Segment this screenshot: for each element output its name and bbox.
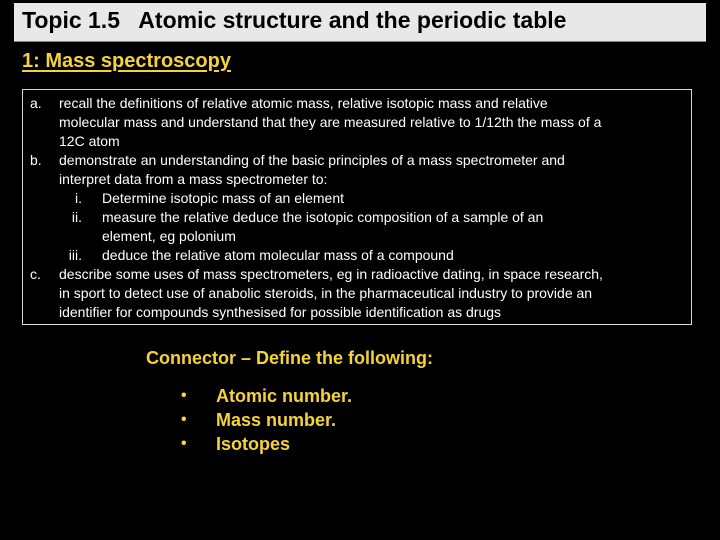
objective-c-line-3: identifier for compounds synthesised for possible identification as drugs — [59, 304, 502, 320]
objective-b-line-1: demonstrate an understanding of the basic principles of a mass spectrometer and — [59, 152, 565, 168]
connector-item-atomic-number: Atomic number. — [216, 386, 353, 406]
subitem-i-marker: i. — [75, 190, 82, 206]
subitem-iii-line-1: deduce the relative atom molecular mass of a compound — [102, 247, 454, 263]
objective-a-line-3: 12C atom — [59, 133, 120, 149]
objective-c-line-2: in sport to detect use of anabolic steroids, in the pharmaceutical industry to provide an — [59, 285, 593, 301]
objective-a-line-1: recall the definitions of relative atomic mass, relative isotopic mass and relative — [59, 95, 548, 111]
subitem-i-line-1: Determine isotopic mass of an element — [102, 190, 344, 206]
subitem-ii-marker: ii. — [71, 209, 82, 225]
slide-subtitle: 1: Mass spectroscopy — [22, 50, 231, 72]
bullet-icon: • — [181, 435, 187, 452]
objective-b-line-2: interpret data from a mass spectrometer to: — [59, 171, 328, 187]
objective-b-marker: b. — [30, 152, 42, 168]
bullet-icon: • — [181, 411, 187, 428]
objective-a-marker: a. — [30, 95, 42, 111]
subitem-iii-marker: iii. — [68, 247, 82, 263]
objective-c-line-1: describe some uses of mass spectrometers, eg in radioactive dating, in space research, — [59, 266, 603, 282]
subitem-ii-line-2: element, eg polonium — [102, 228, 236, 244]
connector-item-mass-number: Mass number. — [216, 410, 337, 430]
objective-a-line-2: molecular mass and understand that they are measured relative to 1/12th the mass of a — [59, 114, 602, 130]
connector-heading: Connector – Define the following: — [146, 348, 433, 368]
connector-item-isotopes: Isotopes — [216, 434, 291, 454]
title-bar — [14, 3, 706, 42]
subitem-ii-line-1: measure the relative deduce the isotopic composition of a sample of an — [102, 209, 544, 225]
slide-title: Topic 1.5 Atomic structure and the periodic table — [22, 7, 567, 33]
bullet-icon: • — [181, 387, 187, 404]
objective-c-marker: c. — [30, 266, 41, 282]
